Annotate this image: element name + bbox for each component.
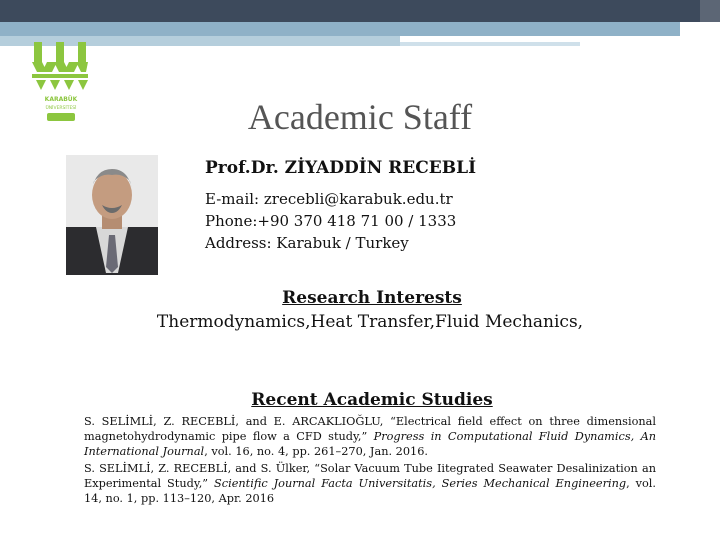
publication-item bbox=[84, 461, 656, 506]
address-text: Address: Karabuk / Turkey bbox=[205, 234, 409, 252]
publication-details: , vol. 16, no. 4, pp. 261–270, Jan. 2016. bbox=[204, 445, 428, 458]
research-interests-text: Thermodynamics,Heat Transfer,Fluid Mechanics, bbox=[156, 312, 584, 332]
page-title: Academic Staff bbox=[247, 97, 473, 137]
top-right-decorative-block bbox=[700, 0, 720, 22]
thin-decorative-bar bbox=[400, 42, 580, 46]
research-interests-heading: Research Interests bbox=[282, 288, 462, 308]
recent-studies-heading: Recent Academic Studies bbox=[251, 390, 493, 410]
email-text: E-mail: zrecebli@karabuk.edu.tr bbox=[205, 190, 453, 208]
svg-text:KARABÜK: KARABÜK bbox=[44, 96, 78, 103]
publication-item bbox=[84, 414, 656, 459]
staff-name: Prof.Dr. ZİYADDİN RECEBLİ bbox=[205, 158, 477, 178]
svg-text:ÜNİVERSİTESİ: ÜNİVERSİTESİ bbox=[45, 106, 77, 111]
accent-decorative-bar bbox=[0, 22, 680, 36]
publication-journal: Progress in Computational Fluid Dynamics, An International Journal bbox=[84, 430, 657, 458]
phone-text: Phone:+90 370 418 71 00 / 1333 bbox=[205, 212, 457, 230]
university-logo bbox=[30, 40, 92, 124]
top-decorative-bar bbox=[0, 0, 720, 22]
profile-photo bbox=[66, 155, 158, 275]
publication-authors-title: S. SELİMLİ, Z. RECEBLİ, and E. ARCAKLIOĞLU, “Electrical field effect on three dimensional magnetohydrodynamic pipe flow a CFD study,” bbox=[84, 415, 656, 443]
publication-list bbox=[84, 414, 656, 506]
publication-journal: Scientific Journal Facta Universitatis, Series Mechanical Engineering bbox=[214, 477, 627, 490]
publication-details: , vol. 14, no. 1, pp. 113–120, Apr. 2016 bbox=[84, 477, 657, 505]
publication-authors-title: S. SELİMLİ, Z. RECEBLİ, and S. Ülker, “Solar Vacuum Tube Iitegrated Seawater Desalinization an Experimental Study,” bbox=[84, 462, 656, 490]
